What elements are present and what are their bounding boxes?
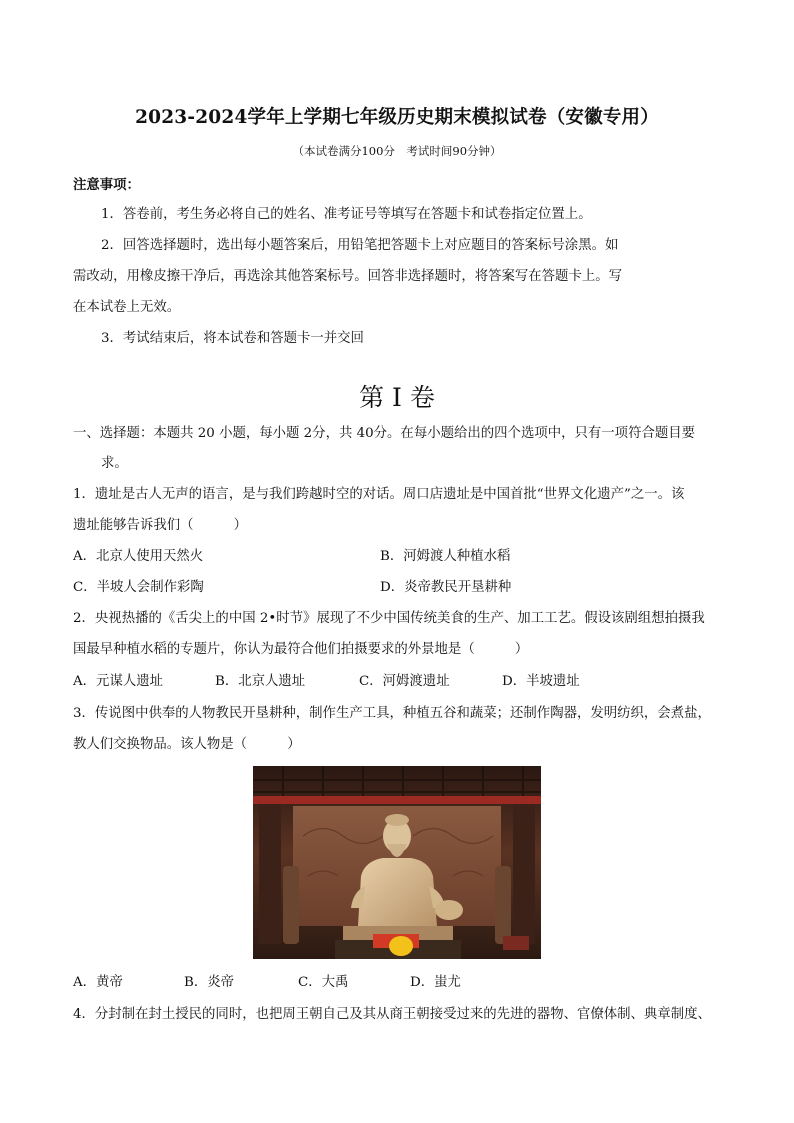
section-title: 第 I 卷: [359, 383, 435, 412]
exam-subtitle: （本试卷满分100分 考试时间90分钟）: [292, 144, 502, 158]
q2-stem: 2．央视热播的《舌尖上的中国 2•时节》展现了不少中国传统美食的生产、加工工艺。假设该剧组想拍摄我: [73, 611, 705, 626]
q2-stem-cont: 国最早种植水稻的专题片，你认为最符合他们拍摄要求的外景地是（ ）: [73, 642, 529, 657]
q2-option-c: C．河姆渡遗址: [359, 674, 450, 689]
notice-line-2c: 在本试卷上无效。: [73, 300, 181, 315]
q3-stem: 3．传说图中供奉的人物教民开垦耕种，制作生产工具，种植五谷和蔬菜；还制作陶器，发明纺织，会煮盐，: [73, 706, 711, 721]
notice-line-3: 3．考试结束后，将本试卷和答题卡一并交回: [101, 331, 364, 346]
q3-option-b: B．炎帝: [184, 975, 235, 990]
q3-option-c: C．大禹: [298, 975, 349, 990]
notice-line-1: 1．答卷前，考生务必将自己的姓名、准考证号等填写在答题卡和试卷指定位置上。: [101, 207, 592, 222]
notice-line-2b: 需改动，用橡皮擦干净后，再选涂其他答案标号。回答非选择题时，将答案写在答题卡上。写: [73, 269, 623, 284]
q2-option-d: D．半坡遗址: [502, 674, 580, 689]
notice-line-2a: 2．回答选择题时，选出每小题答案后，用铅笔把答题卡上对应题目的答案标号涂黑。如: [101, 238, 619, 253]
q1-option-b: B．河姆渡人种植水稻: [380, 549, 511, 564]
statue-photo: [253, 766, 541, 959]
q3-option-a: A．黄帝: [73, 975, 123, 990]
q3-option-d: D．蚩尤: [410, 975, 461, 990]
q2-option-b: B．北京人遗址: [215, 674, 306, 689]
q1-stem-cont: 遗址能够告诉我们（ ）: [73, 518, 248, 533]
q2-option-a: A．元谋人遗址: [73, 674, 164, 689]
q1-option-d: D．炎帝教民开垦耕种: [380, 580, 512, 595]
q1-option-a: A．北京人使用天然火: [73, 549, 204, 564]
notice-heading: 注意事项：: [73, 177, 140, 193]
q1-option-c: C．半坡人会制作彩陶: [73, 580, 204, 595]
part1-instruction-cont: 求。: [101, 456, 128, 471]
part1-instruction: 一、选择题：本题共 20 小题，每小题 2分，共 40分。在每小题给出的四个选项中，只有一项符合题目要: [73, 426, 696, 441]
q1-stem: 1．遗址是古人无声的语言，是与我们跨越时空的对话。周口店遗址是中国首批“世界文化遗产”之一。该: [73, 487, 685, 502]
q4-stem: 4．分封制在封土授民的同时，也把周王朝自己及其从商王朝接受过来的先进的器物、官僚体制、典章制度、: [73, 1007, 711, 1022]
q3-stem-cont: 教人们交换物品。该人物是（ ）: [73, 737, 301, 752]
exam-title: 2023-2024学年上学期七年级历史期末模拟试卷（安徽专用）: [135, 107, 659, 128]
